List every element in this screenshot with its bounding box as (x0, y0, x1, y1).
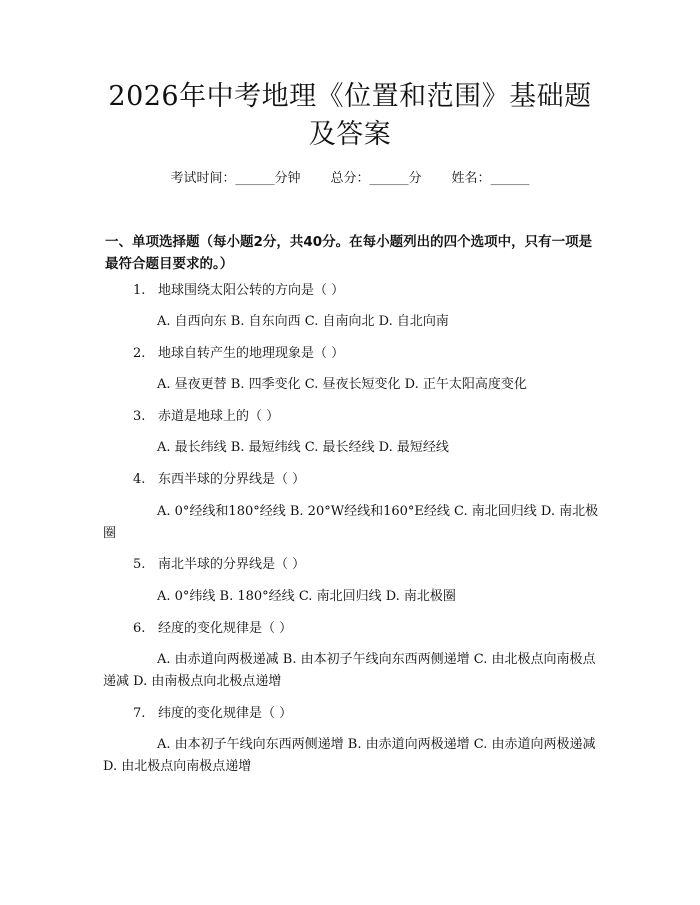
question-6 (133, 620, 292, 638)
question-4-options: A. 0°经线和180°经线 B. 20°W经线和160°E经线 C. 南北回归线 D. 南北极圈 (103, 504, 599, 541)
question-number: 6. (133, 621, 146, 636)
question-number: 3. (133, 409, 146, 424)
question-7-options: A. 由本初子午线向东西两侧递增 B. 由赤道向两极递增 C. 由赤道向两极递减 D. 由北极点向南极点递增 (103, 737, 596, 774)
student-name: 姓名：______ (451, 171, 530, 186)
question-number: 2. (133, 346, 146, 361)
question-2-options: A. 昼夜更替 B. 四季变化 C. 昼夜长短变化 D. 正午太阳高度变化 (157, 377, 527, 392)
question-text: 地球自转产生的地理现象是（ ） (158, 346, 345, 361)
exam-time: 考试时间：______分钟 (170, 171, 301, 186)
section-heading: 一、单项选择题（每小题2分，共40分。在每小题列出的四个选项中，只有一项是最符合题目要求的。） (105, 234, 593, 272)
exam-total-score: 总分：______分 (330, 171, 422, 186)
question-text: 地球围绕太阳公转的方向是（ ） (158, 283, 345, 298)
question-4 (133, 471, 305, 489)
question-7 (133, 705, 292, 723)
question-1 (133, 282, 344, 300)
question-number: 1. (133, 283, 146, 298)
question-6-options: A. 由赤道向两极递减 B. 由本初子午线向东西两侧递增 C. 由北极点向南极点递减 D. 由南极点向北极点递增 (103, 652, 596, 689)
question-number: 7. (133, 706, 146, 721)
question-3-options: A. 最长纬线 B. 最短纬线 C. 最长经线 D. 最短经线 (157, 440, 449, 455)
question-text: 南北半球的分界线是（ ） (158, 557, 306, 572)
question-5 (133, 556, 305, 574)
question-text: 经度的变化规律是（ ） (158, 621, 293, 636)
question-5-options: A. 0°纬线 B. 180°经线 C. 南北回归线 D. 南北极圈 (157, 589, 456, 604)
question-text: 赤道是地球上的（ ） (158, 409, 280, 424)
exam-meta (0, 170, 700, 188)
question-2 (133, 345, 344, 363)
question-3 (133, 408, 279, 426)
question-1-options: A. 自西向东 B. 自东向西 C. 自南向北 D. 自北向南 (157, 314, 449, 329)
question-text: 东西半球的分界线是（ ） (158, 472, 306, 487)
document-title: 2026年中考地理《位置和范围》基础题及答案 (108, 81, 592, 150)
question-text: 纬度的变化规律是（ ） (158, 706, 293, 721)
question-number: 5. (133, 557, 146, 572)
question-number: 4. (133, 472, 146, 487)
